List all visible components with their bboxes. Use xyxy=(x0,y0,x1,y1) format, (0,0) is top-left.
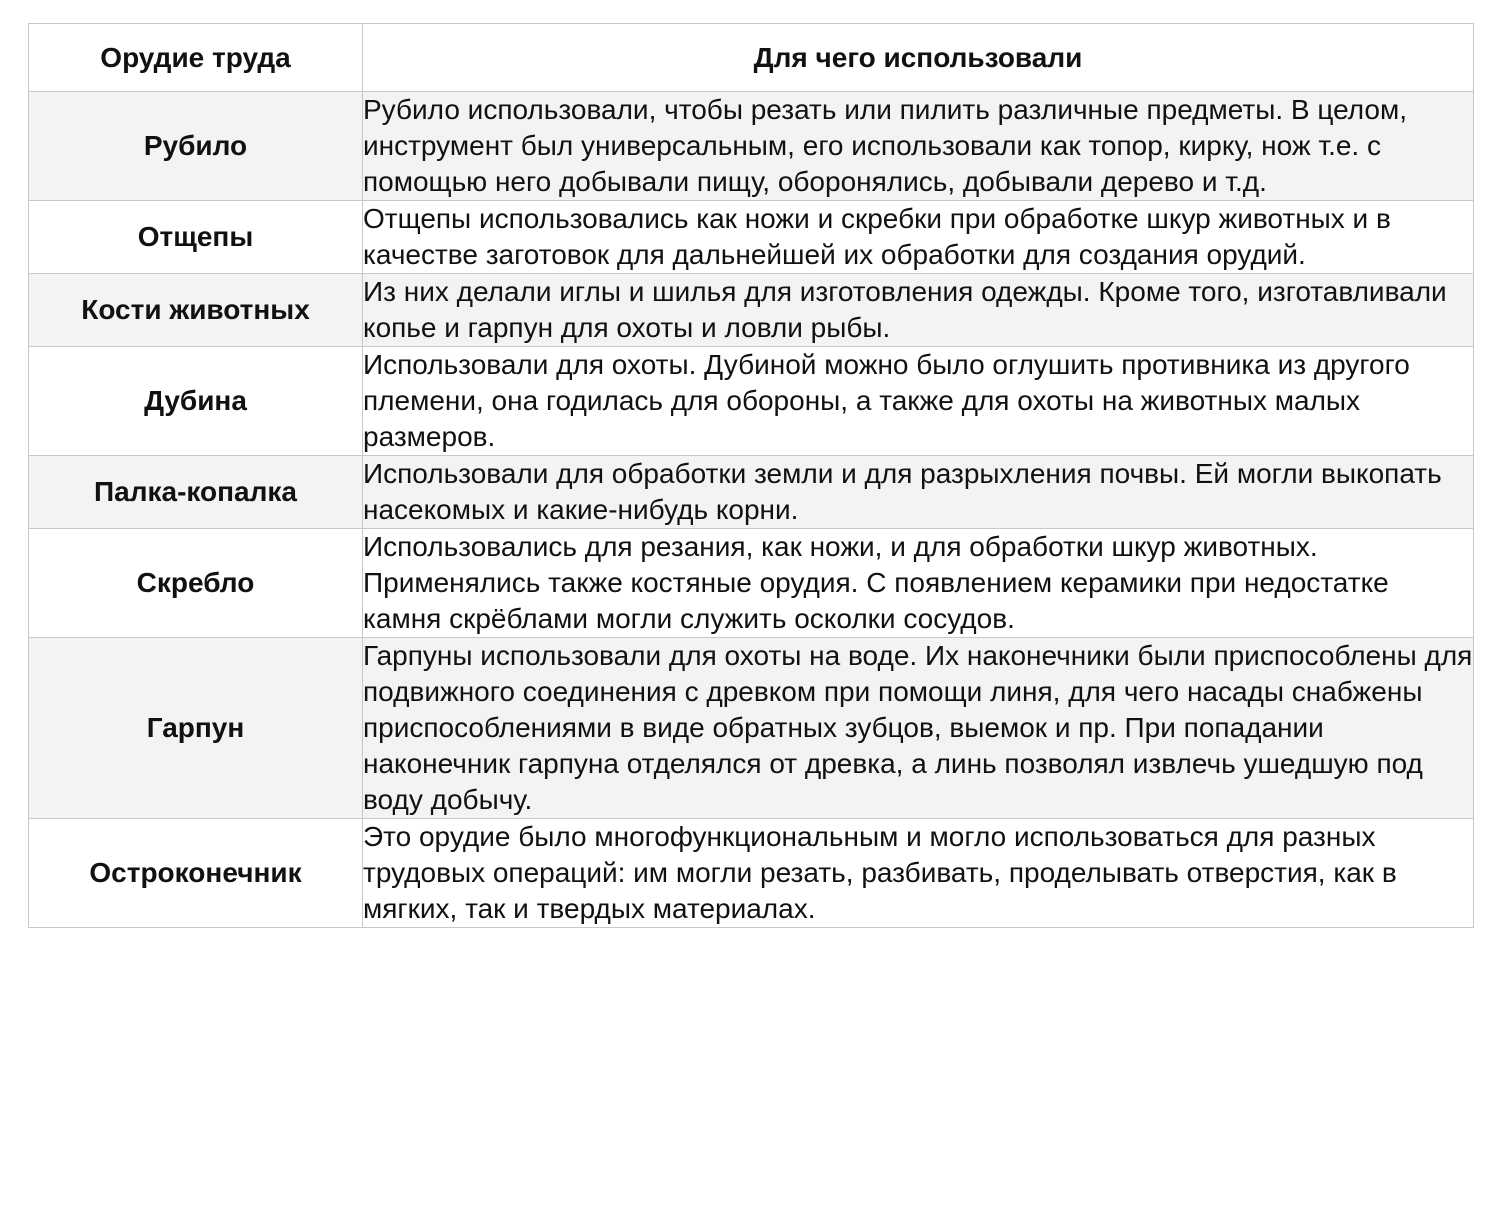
table-row xyxy=(29,456,1474,529)
tool-description: Использовались для резания, как ножи, и для обработки шкур животных. Применялись также костяные орудия. С появлением керамики при недостатке камня скрёблами могли служить осколки сосудов. xyxy=(363,529,1474,638)
table-row xyxy=(29,201,1474,274)
tool-description: Это орудие было многофункциональным и могло использоваться для разных трудовых операций: им могли резать, разбивать, проделывать отверстия, как в мягких, так и твердых материалах. xyxy=(363,819,1474,928)
tool-description: Из них делали иглы и шилья для изготовления одежды. Кроме того, изготавливали копье и гарпун для охоты и ловли рыбы. xyxy=(363,274,1474,347)
tool-name: Дубина xyxy=(29,347,363,456)
header-row xyxy=(29,24,1474,92)
table-row xyxy=(29,819,1474,928)
table-row xyxy=(29,529,1474,638)
tool-name: Кости животных xyxy=(29,274,363,347)
table-row xyxy=(29,638,1474,819)
tool-description: Использовали для обработки земли и для разрыхления почвы. Ей могли выкопать насекомых и какие-нибудь корни. xyxy=(363,456,1474,529)
tool-name: Палка-копалка xyxy=(29,456,363,529)
header-tool: Орудие труда xyxy=(29,24,363,92)
tools-table xyxy=(28,23,1474,928)
tool-name: Рубило xyxy=(29,92,363,201)
table-row xyxy=(29,347,1474,456)
tool-description: Использовали для охоты. Дубиной можно было оглушить противника из другого племени, она годилась для обороны, а также для охоты на животных малых размеров. xyxy=(363,347,1474,456)
table-row xyxy=(29,274,1474,347)
table-row xyxy=(29,92,1474,201)
tool-description: Рубило использовали, чтобы резать или пилить различные предметы. В целом, инструмент был универсальным, его использовали как топор, кирку, нож т.е. с помощью него добывали пищу, оборонялись, добывали дерево и т.д. xyxy=(363,92,1474,201)
tool-name: Остроконечник xyxy=(29,819,363,928)
header-usage: Для чего использовали xyxy=(363,24,1474,92)
tool-description: Отщепы использовались как ножи и скребки при обработке шкур животных и в качестве заготовок для дальнейшей их обработки для создания орудий. xyxy=(363,201,1474,274)
tool-name: Гарпун xyxy=(29,638,363,819)
tool-description: Гарпуны использовали для охоты на воде. Их наконечники были приспособлены для подвижного соединения с древком при помощи линя, для чего насады снабжены приспособлениями в виде обратных зубцов, выемок и пр. При попадании наконечник гарпуна отделялся от древка, а линь позволял извлечь ушедшую под воду добычу. xyxy=(363,638,1474,819)
tool-name: Отщепы xyxy=(29,201,363,274)
tool-name: Скребло xyxy=(29,529,363,638)
